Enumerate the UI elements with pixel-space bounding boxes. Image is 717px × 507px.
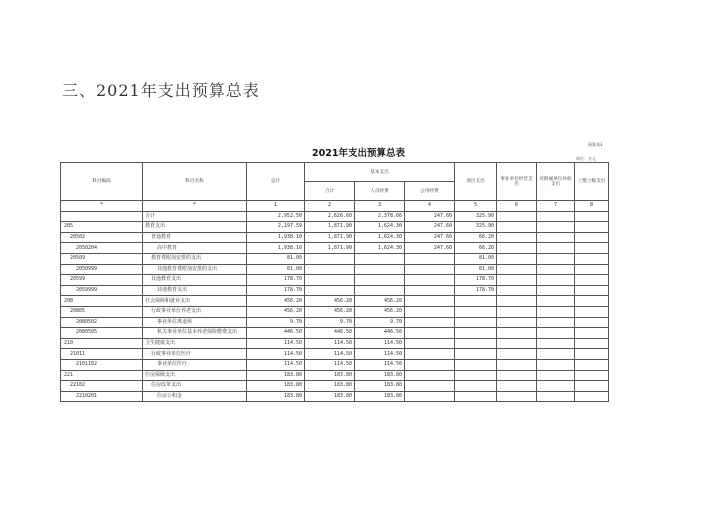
row-subtotal: 1,871.90 <box>305 232 355 243</box>
row-code: 210 <box>61 338 143 349</box>
table-row <box>61 381 609 392</box>
row-public <box>405 264 455 275</box>
row-name: 其他教育支出 <box>143 285 247 296</box>
row-operating <box>497 275 537 286</box>
table-row <box>61 222 609 233</box>
row-code: 2050999 <box>61 264 143 275</box>
row-project: 178.70 <box>455 285 497 296</box>
row-total: 183.80 <box>247 381 305 392</box>
row-operating <box>497 381 537 392</box>
row-transfer <box>575 317 609 328</box>
row-transfer <box>575 359 609 370</box>
row-total: 9.70 <box>247 317 305 328</box>
table-row <box>61 232 609 243</box>
row-operating <box>497 338 537 349</box>
row-subsidy <box>537 317 575 328</box>
row-code: 2080505 <box>61 328 143 339</box>
table-row <box>61 317 609 328</box>
row-total: 446.50 <box>247 328 305 339</box>
header-public: 公用经费 <box>405 182 455 201</box>
page-heading: 三、2021年支出预算总表 <box>62 81 260 100</box>
row-subtotal: 183.80 <box>305 391 355 402</box>
table-row <box>61 253 609 264</box>
row-subtotal: 2,626.60 <box>305 211 355 222</box>
row-transfer <box>575 349 609 360</box>
row-code: 21011 <box>61 349 143 360</box>
row-public <box>405 296 455 307</box>
row-operating <box>497 349 537 360</box>
row-name: 教育支出 <box>143 222 247 233</box>
row-subtotal: 1,871.90 <box>305 243 355 254</box>
table-row <box>61 264 609 275</box>
row-subtotal: 456.20 <box>305 306 355 317</box>
row-public: 247.60 <box>405 232 455 243</box>
row-public <box>405 349 455 360</box>
row-transfer <box>575 232 609 243</box>
header-code: 科目编码 <box>61 163 143 201</box>
row-transfer <box>575 264 609 275</box>
row-project <box>455 296 497 307</box>
row-transfer <box>575 306 609 317</box>
row-total: 183.80 <box>247 391 305 402</box>
row-public <box>405 317 455 328</box>
budget-table <box>60 162 609 402</box>
table-number: 预算表3 <box>588 142 603 147</box>
row-subsidy <box>537 296 575 307</box>
table-row <box>61 275 609 286</box>
table-row <box>61 391 609 402</box>
row-name: 事业单位离退休 <box>143 317 247 328</box>
row-personnel: 9.70 <box>355 317 405 328</box>
row-personnel: 456.20 <box>355 296 405 307</box>
row-public: 247.60 <box>405 211 455 222</box>
row-personnel: 1,624.30 <box>355 222 405 233</box>
row-total: 114.50 <box>247 349 305 360</box>
row-public: 247.60 <box>405 222 455 233</box>
row-subsidy <box>537 306 575 317</box>
row-name: 高中教育 <box>143 243 247 254</box>
row-project <box>455 349 497 360</box>
row-public <box>405 285 455 296</box>
row-name: 合计 <box>143 211 247 222</box>
header-subtotal: 合计 <box>305 182 355 201</box>
header-operating: 事业单位经营支出 <box>497 163 537 201</box>
row-personnel: 114.50 <box>355 338 405 349</box>
row-total: 1,938.10 <box>247 243 305 254</box>
row-transfer <box>575 296 609 307</box>
row-code: 20805 <box>61 306 143 317</box>
row-subtotal <box>305 275 355 286</box>
row-personnel: 183.80 <box>355 381 405 392</box>
row-project: 325.90 <box>455 222 497 233</box>
row-operating <box>497 370 537 381</box>
row-code: 2101102 <box>61 359 143 370</box>
row-operating <box>497 317 537 328</box>
row-subsidy <box>537 338 575 349</box>
row-subsidy <box>537 328 575 339</box>
row-personnel: 114.50 <box>355 349 405 360</box>
table-row <box>61 349 609 360</box>
row-transfer <box>575 328 609 339</box>
row-total: 178.70 <box>247 275 305 286</box>
row-subtotal <box>305 264 355 275</box>
row-subsidy <box>537 222 575 233</box>
row-project: 325.90 <box>455 211 497 222</box>
row-code <box>61 211 143 222</box>
row-public: 247.60 <box>405 243 455 254</box>
row-personnel: 1,624.30 <box>355 243 405 254</box>
row-transfer <box>575 211 609 222</box>
row-name: 教育费附加安排的支出 <box>143 253 247 264</box>
row-personnel: 446.50 <box>355 328 405 339</box>
row-transfer <box>575 391 609 402</box>
row-name: 社会保障和就业支出 <box>143 296 247 307</box>
row-subtotal: 183.80 <box>305 370 355 381</box>
header-subsidy: 对附属单位补助支出 <box>537 163 575 201</box>
row-transfer <box>575 285 609 296</box>
row-subtotal: 456.20 <box>305 296 355 307</box>
row-total: 2,952.50 <box>247 211 305 222</box>
row-operating <box>497 232 537 243</box>
row-public <box>405 381 455 392</box>
table-row <box>61 370 609 381</box>
row-total: 456.20 <box>247 306 305 317</box>
row-public <box>405 306 455 317</box>
row-operating <box>497 296 537 307</box>
row-transfer <box>575 243 609 254</box>
row-total: 114.50 <box>247 359 305 370</box>
row-subsidy <box>537 275 575 286</box>
row-code: 22102 <box>61 381 143 392</box>
row-code: 205 <box>61 222 143 233</box>
row-total: 81.00 <box>247 253 305 264</box>
table-row <box>61 243 609 254</box>
row-total: 2,197.59 <box>247 222 305 233</box>
row-name: 机关事业单位基本养老保险缴费支出 <box>143 328 247 339</box>
row-project <box>455 338 497 349</box>
row-subtotal: 114.50 <box>305 349 355 360</box>
row-personnel <box>355 264 405 275</box>
row-operating <box>497 328 537 339</box>
row-total: 81.00 <box>247 264 305 275</box>
row-code: 208 <box>61 296 143 307</box>
table-title: 2021年支出预算总表 <box>312 148 405 159</box>
row-public <box>405 253 455 264</box>
row-name: 住房保障支出 <box>143 370 247 381</box>
row-operating <box>497 222 537 233</box>
row-name: 普通教育 <box>143 232 247 243</box>
row-transfer <box>575 275 609 286</box>
row-subsidy <box>537 381 575 392</box>
row-name: 行政事业单位医疗 <box>143 349 247 360</box>
row-operating <box>497 391 537 402</box>
row-name: 卫生健康支出 <box>143 338 247 349</box>
row-operating <box>497 243 537 254</box>
header-project: 项目支出 <box>455 163 497 201</box>
row-operating <box>497 285 537 296</box>
row-subtotal <box>305 253 355 264</box>
row-public <box>405 370 455 381</box>
row-public <box>405 275 455 286</box>
row-subtotal: 183.80 <box>305 381 355 392</box>
row-project <box>455 359 497 370</box>
row-subsidy <box>537 349 575 360</box>
table-row <box>61 285 609 296</box>
row-subtotal: 9.70 <box>305 317 355 328</box>
row-project: 66.20 <box>455 243 497 254</box>
row-personnel: 183.80 <box>355 370 405 381</box>
table-row <box>61 296 609 307</box>
row-subsidy <box>537 391 575 402</box>
row-transfer <box>575 222 609 233</box>
header-basic: 基本支出 <box>305 163 455 182</box>
row-subsidy <box>537 285 575 296</box>
row-project <box>455 370 497 381</box>
row-personnel <box>355 285 405 296</box>
row-subsidy <box>537 370 575 381</box>
row-public <box>405 359 455 370</box>
row-subsidy <box>537 211 575 222</box>
table-row <box>61 338 609 349</box>
row-personnel: 183.80 <box>355 391 405 402</box>
row-project: 81.00 <box>455 264 497 275</box>
row-operating <box>497 359 537 370</box>
row-operating <box>497 264 537 275</box>
row-transfer <box>575 370 609 381</box>
row-personnel: 114.50 <box>355 359 405 370</box>
row-operating <box>497 253 537 264</box>
header-total: 总计 <box>247 163 305 201</box>
header-transfer: 上缴上级支出 <box>575 163 609 201</box>
table-row <box>61 359 609 370</box>
row-personnel <box>355 253 405 264</box>
row-public <box>405 338 455 349</box>
table-row <box>61 211 609 222</box>
row-name: 其他教育支出 <box>143 275 247 286</box>
row-project <box>455 381 497 392</box>
row-name: 其他教育费附加安排的支出 <box>143 264 247 275</box>
row-personnel: 1,624.30 <box>355 232 405 243</box>
row-subtotal: 446.50 <box>305 328 355 339</box>
row-subtotal: 1,871.90 <box>305 222 355 233</box>
row-total: 178.70 <box>247 285 305 296</box>
row-code: 2210201 <box>61 391 143 402</box>
row-code: 221 <box>61 370 143 381</box>
row-project: 81.00 <box>455 253 497 264</box>
header-name: 科目名称 <box>143 163 247 201</box>
row-code: 20509 <box>61 253 143 264</box>
row-transfer <box>575 338 609 349</box>
row-code: 2059999 <box>61 285 143 296</box>
row-transfer <box>575 253 609 264</box>
row-total: 456.20 <box>247 296 305 307</box>
row-project: 178.70 <box>455 275 497 286</box>
row-personnel: 456.20 <box>355 306 405 317</box>
row-subtotal: 114.50 <box>305 359 355 370</box>
row-project <box>455 391 497 402</box>
row-transfer <box>575 381 609 392</box>
row-code: 2050204 <box>61 243 143 254</box>
row-code: 20502 <box>61 232 143 243</box>
row-personnel <box>355 275 405 286</box>
row-code: 2080502 <box>61 317 143 328</box>
row-project <box>455 317 497 328</box>
row-personnel: 2,378.66 <box>355 211 405 222</box>
unit-label: 单位：万元 <box>576 156 596 161</box>
row-operating <box>497 306 537 317</box>
row-project <box>455 306 497 317</box>
row-name: 住房公积金 <box>143 391 247 402</box>
row-public <box>405 391 455 402</box>
row-project: 66.20 <box>455 232 497 243</box>
row-subtotal: 114.50 <box>305 338 355 349</box>
row-subtotal <box>305 285 355 296</box>
row-operating <box>497 211 537 222</box>
row-project <box>455 328 497 339</box>
row-public <box>405 328 455 339</box>
row-subsidy <box>537 232 575 243</box>
row-code: 20599 <box>61 275 143 286</box>
row-total: 1,938.10 <box>247 232 305 243</box>
row-subsidy <box>537 243 575 254</box>
row-name: 住房改革支出 <box>143 381 247 392</box>
row-subsidy <box>537 264 575 275</box>
table-row <box>61 328 609 339</box>
header-personnel: 人员经费 <box>355 182 405 201</box>
row-subsidy <box>537 359 575 370</box>
table-row <box>61 306 609 317</box>
row-total: 183.80 <box>247 370 305 381</box>
row-name: 事业单位医疗 <box>143 359 247 370</box>
row-subsidy <box>537 253 575 264</box>
row-name: 行政事业单位养老支出 <box>143 306 247 317</box>
index-row: * * 1 2 3 4 5 6 7 8 <box>61 201 609 212</box>
row-total: 114.50 <box>247 338 305 349</box>
